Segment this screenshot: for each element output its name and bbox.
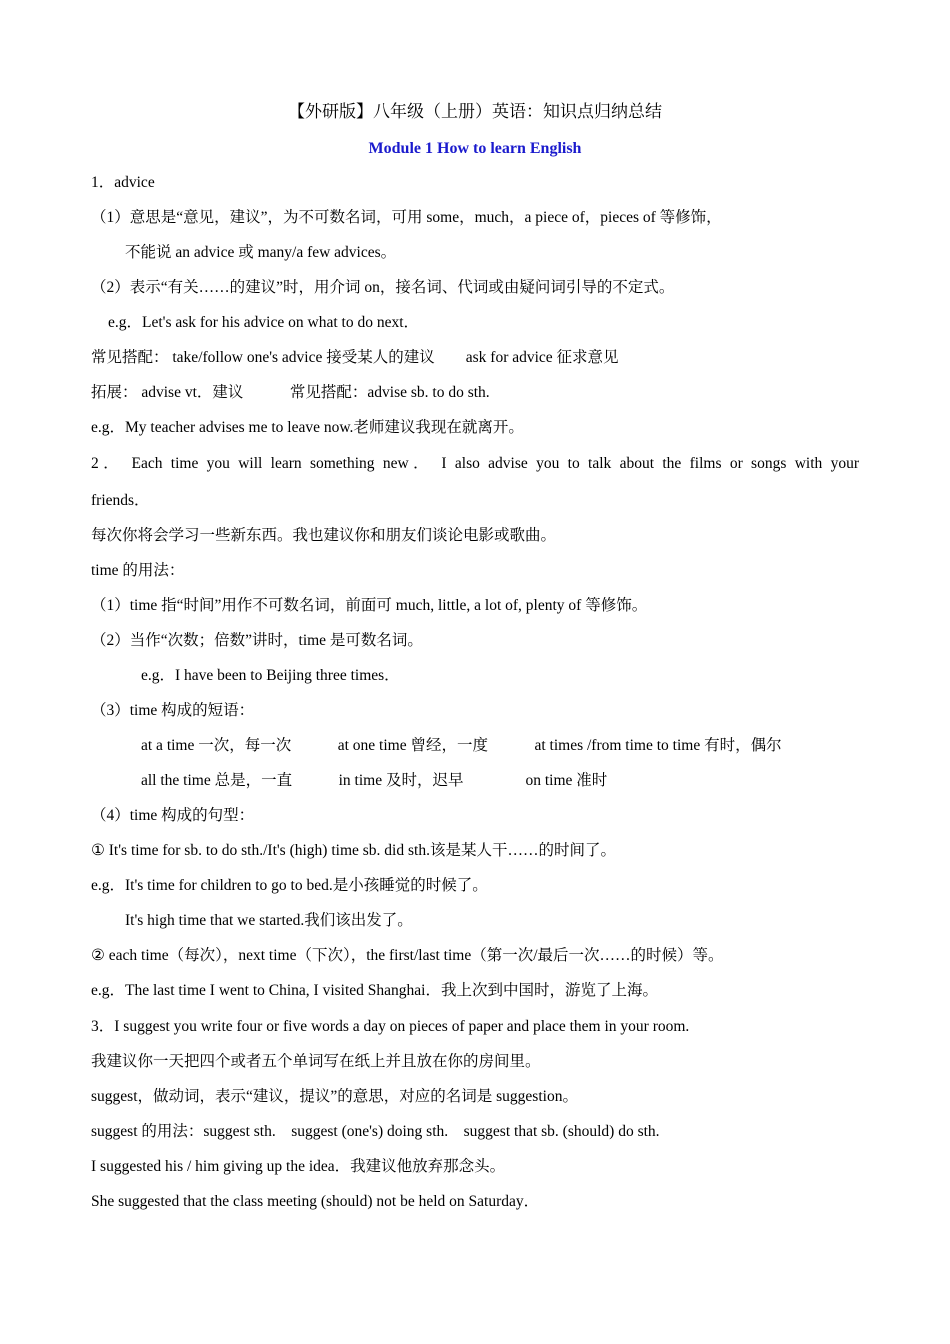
text-line: （1）time 指“时间”用作不可数名词，前面可 much, little, a lot of, plenty of 等修饰。 <box>91 597 648 614</box>
text-line: e.g．I have been to Beijing three times． <box>141 667 400 684</box>
text-line: I suggested his / him giving up the idea．我建议他放弃那念头。 <box>91 1158 506 1175</box>
text-line: 1．advice <box>91 174 155 191</box>
text-line: She suggested that the class meeting (should) not be held on Saturday． <box>91 1193 540 1210</box>
text-line: suggest 的用法：suggest sth. suggest (one's) doing sth. suggest that sb. (should) do sth. <box>91 1123 660 1140</box>
text-line: It's high time that we started.我们该出发了。 <box>125 912 413 929</box>
text-line: time 的用法： <box>91 562 185 579</box>
module-subtitle: Module 1 How to learn English <box>368 140 582 157</box>
text-line: （3）time 构成的短语： <box>91 702 255 719</box>
page-title: 【外研版】八年级（上册）英语：知识点归纳总结 <box>288 102 662 122</box>
text-line: e.g．Let's ask for his advice on what to do next． <box>108 314 419 331</box>
text-line: 拓展： advise vt．建议 常见搭配：advise sb. to do sth. <box>91 384 490 401</box>
text-line: all the time 总是，一直 in time 及时，迟早 on time 准时 <box>141 772 608 789</box>
text-line: friends． <box>91 492 150 509</box>
text-line: （1）意思是“意见，建议”，为不可数名词，可用 some，much，a piece of，pieces of 等修饰， <box>91 209 722 226</box>
text-line: at a time 一次，每一次 at one time 曾经，一度 at times /from time to time 有时，偶尔 <box>141 737 782 754</box>
text-line: 每次你将会学习一些新东西。我也建议你和朋友们谈论电影或歌曲。 <box>91 527 557 544</box>
text-line: e.g．My teacher advises me to leave now.老师建议我现在就离开。 <box>91 419 524 436</box>
text-line: e.g．It's time for children to go to bed.是小孩睡觉的时候了。 <box>91 877 488 894</box>
text-line: （2）表示“有关……的建议”时，用介词 on，接名词、代词或由疑问词引导的不定式。 <box>91 279 675 296</box>
text-line: （4）time 构成的句型： <box>91 807 255 824</box>
text-line: suggest，做动词，表示“建议，提议”的意思，对应的名词是 suggestion。 <box>91 1088 578 1105</box>
text-line: ② each time（每次），next time（下次），the first/last time（第一次/最后一次……的时候）等。 <box>91 947 724 964</box>
text-line: ① It's time for sb. to do sth./It's (high) time sb. did sth.该是某人干……的时间了。 <box>91 842 616 859</box>
text-line: 常见搭配： take/follow one's advice 接受某人的建议 ask for advice 征求意见 <box>91 349 619 366</box>
text-line: 我建议你一天把四个或者五个单词写在纸上并且放在你的房间里。 <box>91 1053 541 1070</box>
text-line: e.g．The last time I went to China, I visited Shanghai．我上次到中国时，游览了上海。 <box>91 982 658 999</box>
text-line: （2）当作“次数；倍数”讲时，time 是可数名词。 <box>91 632 423 649</box>
text-line: 3．I suggest you write four or five words a day on pieces of paper and place them in your room. <box>91 1018 690 1035</box>
text-line: 2． Each time you will learn something new． I also advise you to talk about the films or songs with your <box>91 455 859 472</box>
text-line: 不能说 an advice 或 many/a few advices。 <box>125 244 397 261</box>
